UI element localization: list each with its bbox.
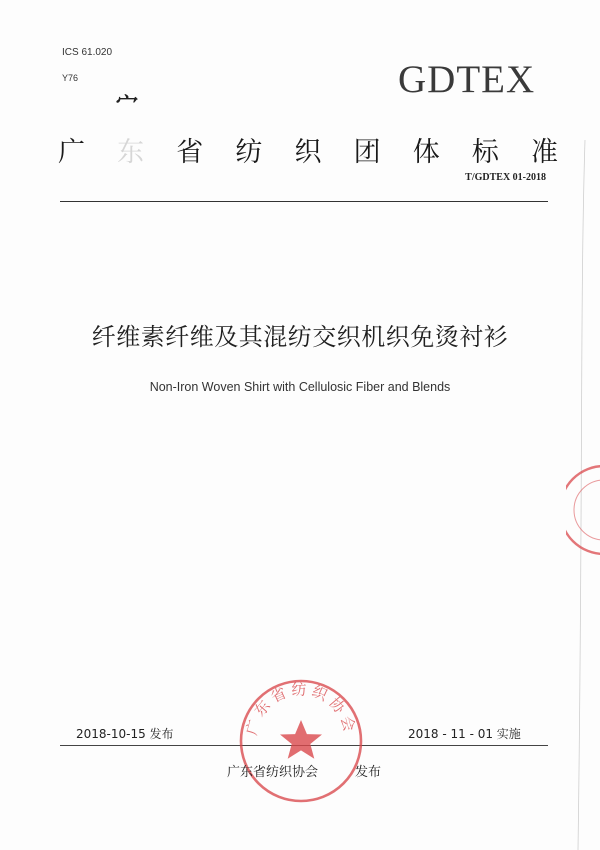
standard-type-char: 省 <box>176 137 204 168</box>
standard-type-char: 团 <box>353 137 381 168</box>
standard-type-char: 标 <box>471 137 499 168</box>
seal-text: 广东省纺织协会 <box>242 680 360 738</box>
standard-type-title <box>58 130 558 169</box>
standard-type-char: 纺 <box>235 137 263 168</box>
partial-edge-seal <box>566 462 600 558</box>
issue-suffix: 发布 <box>355 765 382 780</box>
standard-type-char: 体 <box>412 137 440 168</box>
standard-type-char: 东 <box>117 137 145 168</box>
document-title-chinese: 纤维素纤维及其混纺交织机织免烫衬衫 <box>91 323 509 351</box>
standard-number: T/GDTEX 01-2018 <box>465 172 546 183</box>
publish-date: 2018-10-15 发布 <box>76 727 174 741</box>
issuing-organization: 广东省纺织协会 <box>227 765 319 780</box>
seal-star-icon <box>280 720 322 759</box>
ccs-code: Y76 <box>62 73 79 83</box>
standard-mark: 宀 <box>116 93 139 118</box>
standard-type-char: 织 <box>294 137 322 168</box>
association-seal <box>236 676 366 806</box>
header-divider <box>60 201 548 202</box>
gdtex-logo: GDTEX <box>398 58 536 101</box>
effective-date: 2018 - 11 - 01 实施 <box>408 727 521 741</box>
ics-code: ICS 61.020 <box>62 47 113 58</box>
standard-type-char: 广 <box>58 137 85 168</box>
standard-type-char: 准 <box>531 137 558 168</box>
document-title-english: Non-Iron Woven Shirt with Cellulosic Fiber and Blends <box>149 380 451 394</box>
